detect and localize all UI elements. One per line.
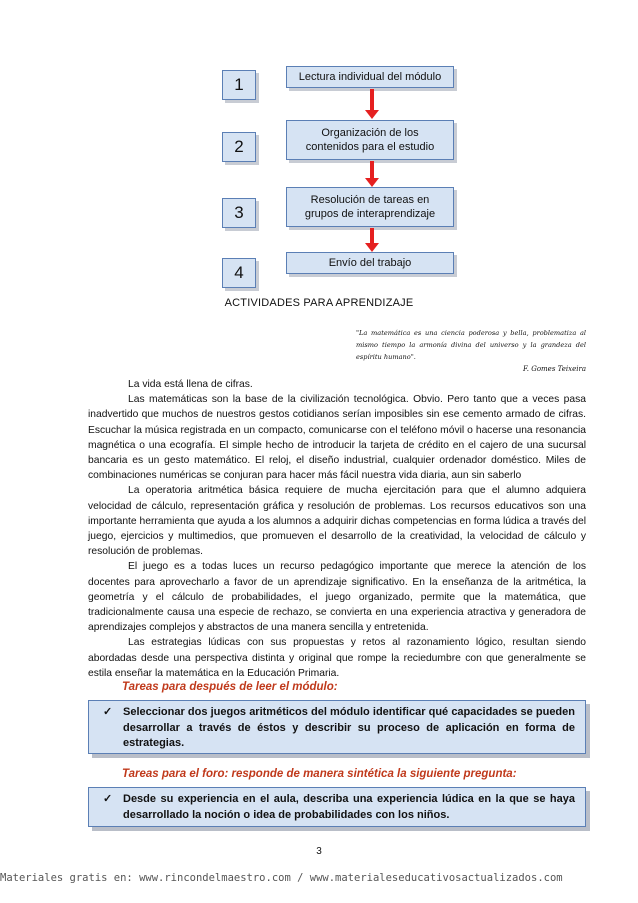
paragraph: La vida está llena de cifras. (128, 379, 253, 390)
body-text (88, 377, 586, 681)
paragraph: Las matemáticas son la base de la civilización tecnológica. Obvio. Pero tanto que a veces pasa inadvertido que muchos de nuestros gestos cotidianos serían imposibles sin ese cemento armado de cifras. Escuchar la música registrada en un compacto, comunicarse con el teléfono móvil o hacerse una resonancia magnética o una ecografía. El simple hecho de introducir la tarjeta de crédito en el cajero de una sucursal bancaria es un gesto matemático. El reloj, el diseño industrial, cualquier ordenador doméstico. Miles de combinaciones numéricas se conjuran para hacer más fácil nuestra vida diaria, aun sin saberlo (88, 394, 586, 482)
epigraph-author: F. Gomes Teixeira (523, 365, 586, 373)
task-item-text: Desde su experiencia en el aula, describa una experiencia lúdica en la que se haya desarrollado la noción o idea de probabilidades con los niños. (123, 793, 575, 821)
tasks-title-after-reading: Tareas para después de leer el módulo: (122, 681, 338, 693)
task-item-text: Seleccionar dos juegos aritméticos del módulo identificar qué capacidades se pueden desarrollar a través de éstos y describir su proceso de aplicación en forma de estrategias. (123, 706, 575, 749)
step-number-3: 3 (222, 198, 256, 228)
paragraph: Las estrategias lúdicas con sus propuestas y retos al razonamiento lógico, resultan siendo abordadas desde una perspectiva distinta y original que rompe la reciedumbre con que generalmente se estila enseñar la matemática en la Educación Primaria. (88, 637, 586, 679)
arrow-down-icon (365, 89, 379, 119)
page-number: 3 (316, 846, 322, 857)
paragraph: La operatoria aritmética básica requiere de mucha ejercitación para que el alumno adquiera velocidad de cálculo, representación gráfica y resolución de problemas. Los recursos educativos son una importante herramienta que ayuda a los alumnos a adquirir dichas competencias en forma lúdica a través del juego, ejercicios y multimedios, que promueven el desarrollo de la creatividad, la velocidad de cálculo y resolución de problemas. (88, 485, 586, 558)
check-icon: ✓ (103, 793, 113, 805)
step-box-1: Lectura individual del módulo (286, 66, 454, 88)
step-box-2: Organización de los contenidos para el estudio (286, 120, 454, 160)
arrow-down-icon (365, 228, 379, 252)
task-box-forum (88, 787, 586, 827)
step-box-3: Resolución de tareas en grupos de interaprendizaje (286, 187, 454, 227)
epigraph-quote: "La matemática es una ciencia poderosa y bella, problematiza al mismo tiempo la armonía divina del universo y la grandeza del espíritu humano". (356, 329, 586, 361)
check-icon: ✓ (103, 706, 113, 718)
step-number-2: 2 (222, 132, 256, 162)
step-box-4: Envío del trabajo (286, 252, 454, 274)
section-heading: ACTIVIDADES PARA APRENDIZAJE (224, 297, 414, 309)
footer-watermark: Materiales gratis en: www.rincondelmaestro.com / www.materialeseducativosactualizados.com (0, 872, 563, 884)
step-number-4: 4 (222, 258, 256, 288)
step-number-1: 1 (222, 70, 256, 100)
tasks-title-forum: Tareas para el foro: responde de manera sintética la siguiente pregunta: (122, 768, 517, 780)
arrow-down-icon (365, 161, 379, 187)
paragraph: El juego es a todas luces un recurso pedagógico importante que merece la atención de los docentes para aprovecharlo a favor de un aprendizaje significativo. En la enseñanza de la aritmética, la geometría y el cálculo de probabilidades, el juego organizado, permite que la matemática, que tradicionalmente causa una especie de rechazo, se convierta en una experiencia atractiva y generadora de aprendizajes complejos y abstractos de una manera sencilla y entretenida. (88, 561, 586, 634)
task-box-after-reading (88, 700, 586, 754)
